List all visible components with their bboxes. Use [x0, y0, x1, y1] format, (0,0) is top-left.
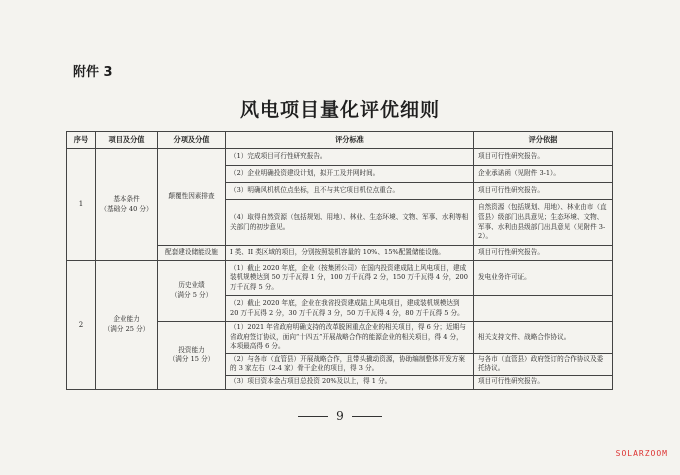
criteria-cell: （1）截止 2020 年底，企业（按集团公司）在国内投资建成陆上风电项目，建成装机规模达到 50 万千瓦得 1 分，100 万千瓦得 2 分，150 万千瓦得 4 分，200 万千瓦得 5 分。 — [226, 261, 474, 296]
item-name: 企业能力 — [113, 315, 140, 324]
sub-item-cell — [158, 261, 226, 322]
sub-item-name: 配套建设储能设施 — [158, 246, 226, 261]
item-name: 基本条件 — [113, 194, 140, 203]
criteria-cell: （2）截止 2020 年底，企业在我省投资建成陆上风电项目，建成装机规模达到 20 万千瓦得 2 分，30 万千瓦得 3 分，50 万千瓦得 4 分，80 万千瓦得 5 分。 — [226, 296, 474, 322]
header-item: 项目及分值 — [96, 132, 158, 149]
basis-cell: 相关支持文件、战略合作协议。 — [474, 322, 613, 354]
basis-cell: 企业承诺函（见附件 3-1）。 — [474, 166, 613, 183]
watermark: SOLARZOOM — [615, 449, 668, 458]
criteria-cell: （1）2021 年省政府明确支持的改革脱困重点企业的相关项目，得 6 分；近期与省政府签订协议，面向“十四五”开展战略合作的能源企业的相关项目，得 4 分，本项最高得 6 分。 — [226, 322, 474, 354]
item-cell — [96, 149, 158, 261]
basis-cell: 项目可行性研究报告。 — [474, 375, 613, 389]
page-number-dash-right — [352, 416, 382, 417]
criteria-cell: （3）项目资本金占项目总投资 20%及以上，得 1 分。 — [226, 375, 474, 389]
basis-cell: 项目可行性研究报告。 — [474, 246, 613, 261]
page-number — [0, 409, 680, 423]
sub-item-cell — [158, 322, 226, 390]
basis-cell — [474, 296, 613, 322]
table-header-row — [67, 132, 613, 149]
scoring-table — [66, 131, 613, 390]
basis-cell: 自然资源（包括规划、用地）、林业由市（直管县）级部门出具意见；生态环境、文物、军事、水利由县级部门出具意见（见附件 3-2）。 — [474, 200, 613, 246]
sub-item-score: （满分 5 分） — [170, 291, 213, 299]
header-criteria: 评分标准 — [226, 132, 474, 149]
sub-item-name: 投资能力 — [178, 345, 205, 354]
basis-cell: 发电业务许可证。 — [474, 261, 613, 296]
table-row — [67, 261, 613, 296]
header-no: 序号 — [67, 132, 96, 149]
basis-cell: 与各市（直管县）政府签订的合作协议及委托协议。 — [474, 353, 613, 375]
criteria-cell: （2）企业明确投资建设计划，拟开工及并网时间。 — [226, 166, 474, 183]
criteria-cell: （2）与各市（直管县）开展战略合作，且带头撬动资源，协助编制整体开发方案的 3 家左右（2-4 家）骨干企业的项目，得 3 分。 — [226, 353, 474, 375]
sub-item-name: 历史业绩 — [178, 281, 205, 290]
criteria-cell: I 类、II 类区域的项目，分别按照装机容量的 10%、15%配置储能设施。 — [226, 246, 474, 261]
item-score: （基础分 40 分） — [100, 204, 153, 213]
criteria-cell: （1）完成项目可行性研究报告。 — [226, 149, 474, 166]
item-score: （满分 25 分） — [103, 324, 150, 333]
page-number-dash-left — [298, 416, 328, 417]
criteria-cell: （4）取得自然资源（包括规划、用地）、林业、生态环境、文物、军事、水利等相关部门的初步意见。 — [226, 200, 474, 246]
basis-cell: 项目可行性研究报告。 — [474, 149, 613, 166]
row-number: 1 — [67, 149, 96, 261]
header-basis: 评分依据 — [474, 132, 613, 149]
document-title: 风电项目量化评优细则 — [239, 99, 440, 121]
sub-item-score: （满分 15 分） — [168, 355, 215, 364]
table-row — [67, 149, 613, 166]
attachment-label: 附件 3 — [73, 65, 113, 80]
criteria-cell: （3）明确风机机位点坐标，且不与其它项目机位点重合。 — [226, 183, 474, 200]
basis-cell: 项目可行性研究报告。 — [474, 183, 613, 200]
page-number-value: 9 — [336, 409, 344, 423]
header-sub-item: 分项及分值 — [158, 132, 226, 149]
row-number: 2 — [67, 261, 96, 390]
sub-item-name: 颠覆性因素排查 — [158, 149, 226, 246]
item-cell — [96, 261, 158, 390]
